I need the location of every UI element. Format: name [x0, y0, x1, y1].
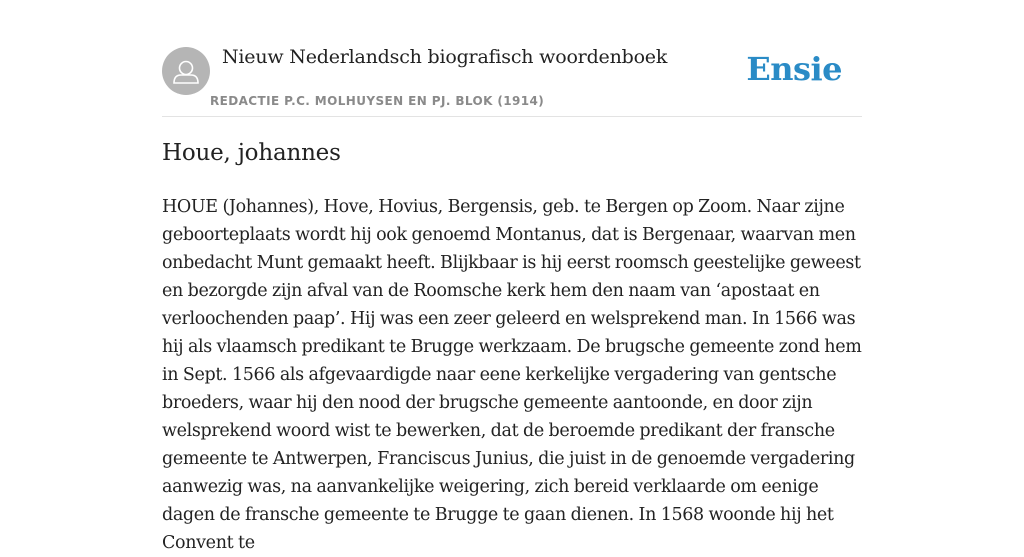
book-title[interactable]: Nieuw Nederlandsch biografisch woordenboek — [222, 46, 668, 68]
brand-logo[interactable]: Ensie — [746, 50, 842, 88]
book-subtitle: REDACTIE P.C. MOLHUYSEN EN PJ. BLOK (1914) — [210, 94, 545, 108]
article-body: HOUE (Johannes), Hove, Hovius, Bergensis, geb. te Bergen op Zoom. Naar zijne geboorteplaats wordt hij ook genoemd Montanus, dat is Bergenaar, waarvan men onbedacht Munt gemaakt heeft. Blijkbaar is hij eerst roomsch geestelijke geweest en bezorgde zijn afval van de Roomsche kerk hem den naam van ‘apostaat en verloochenden paap’. Hij was een zeer geleerd en welsprekend man. In 1566 was hij als vlaamsch predikant te Brugge werkzaam. De brugsche gemeente zond hem in Sept. 1566 als afgevaardigde naar eene kerkelijke vergadering van gentsche broeders, waar hij den nood der brugsche gemeente aantoonde, en door zijn welsprekend woord wist te bewerken, dat de beroemde predikant der fransche gemeente te Antwerpen, Franciscus Junius, die juist in de genoemde vergadering aanwezig was, na aanvankelijke weigering, zich bereid verklaarde om eenige dagen de fransche gemeente te Brugge te gaan dienen. In 1568 woonde hij het Convent te — [162, 197, 862, 553]
document-header — [162, 46, 862, 117]
user-icon[interactable] — [162, 47, 210, 95]
article-title: Houe, johannes — [162, 140, 341, 166]
